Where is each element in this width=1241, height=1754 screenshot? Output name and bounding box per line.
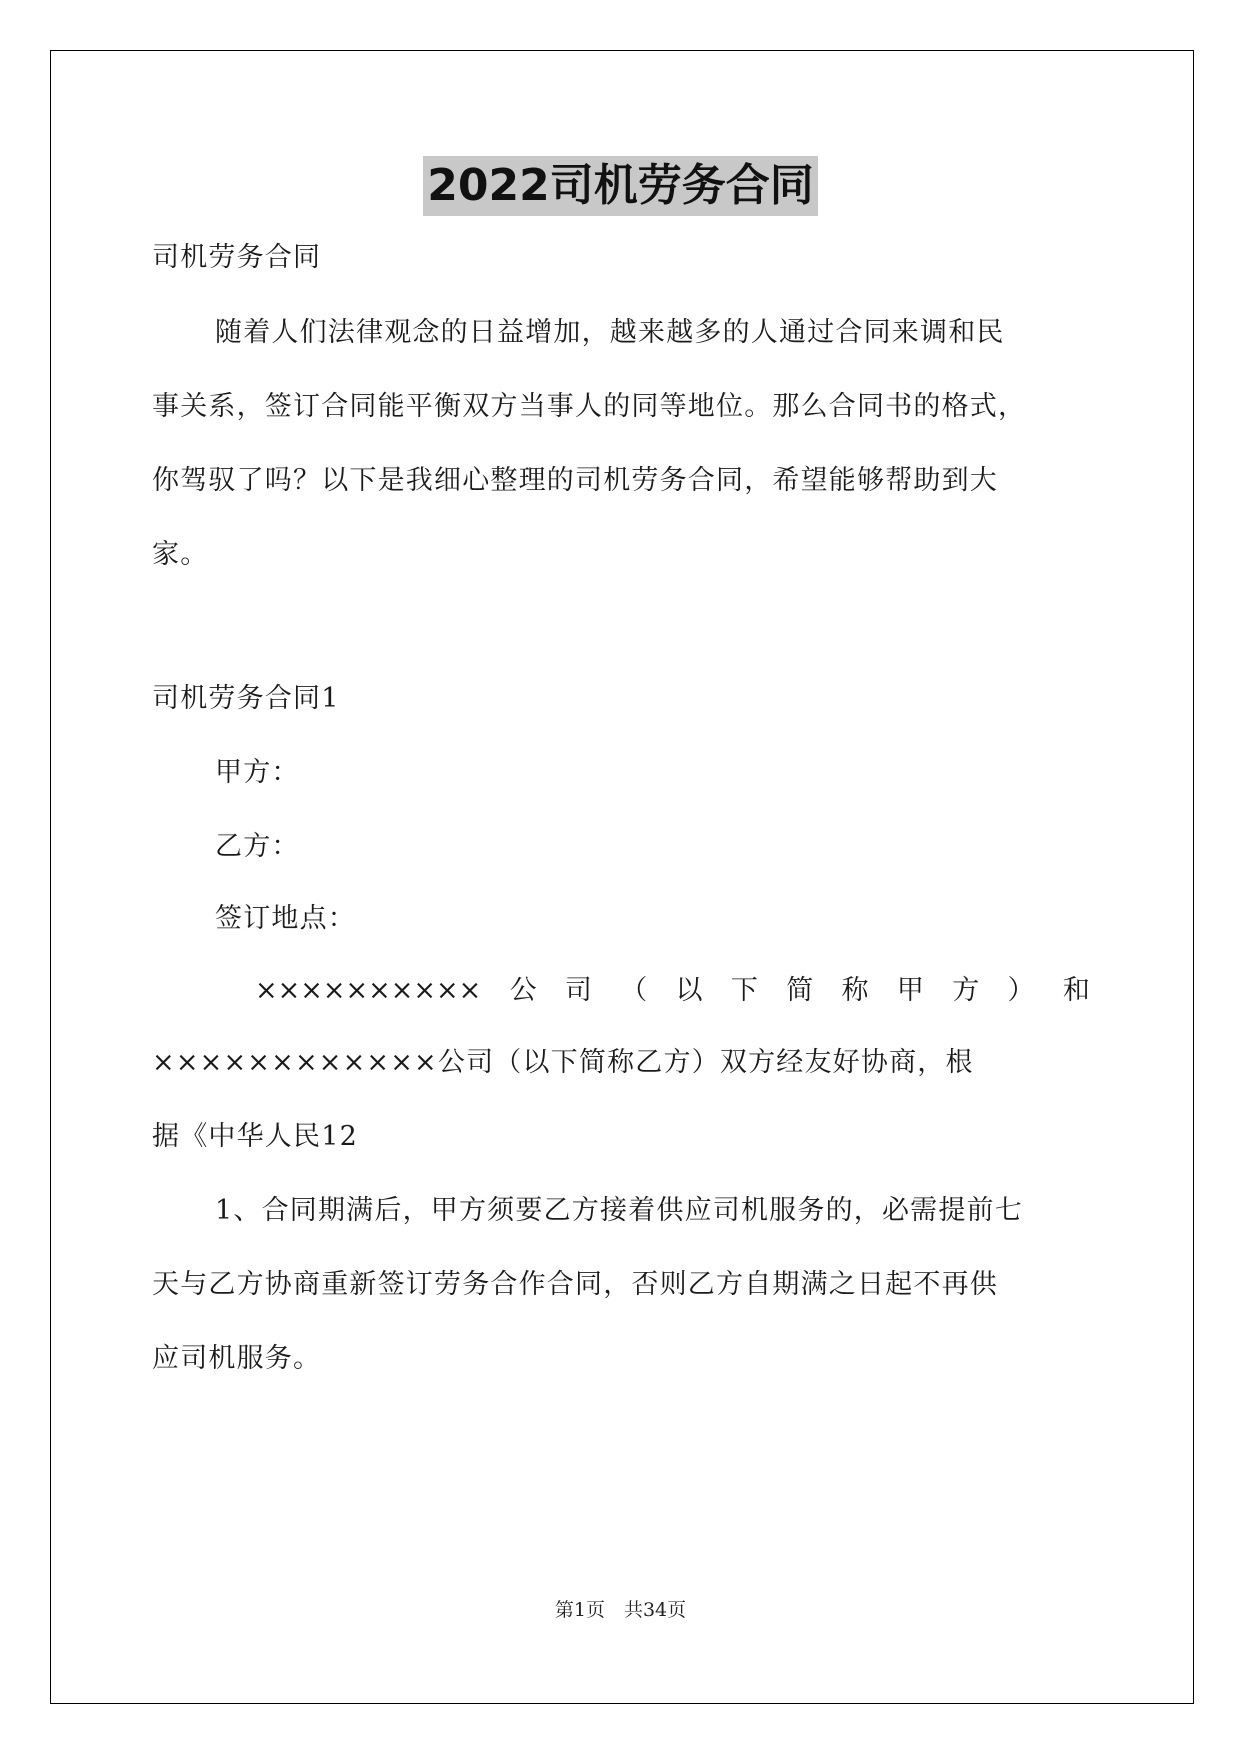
justified-part: 甲 — [896, 975, 924, 1006]
justified-part: 司 — [564, 975, 592, 1006]
party-b-label: 乙方： — [215, 831, 300, 862]
intro-line-3: 你驾驭了吗？以下是我细心整理的司机劳务合同，希望能够帮助到大 — [152, 465, 998, 496]
justified-part: 公 — [509, 975, 537, 1006]
justified-part: （ — [620, 975, 648, 1006]
party-a-label: 甲方： — [215, 757, 300, 788]
title-wrap — [0, 156, 1241, 216]
justified-part: ×××××××××× — [255, 975, 482, 1006]
page-number-footer: 第1页 共34页 — [554, 1599, 687, 1621]
clause-1-line-1: 1、合同期满后，甲方须要乙方接着供应司机服务的，必需提前七 — [215, 1195, 1023, 1226]
justified-line — [255, 974, 1090, 1008]
justified-part: 方 — [952, 975, 980, 1006]
clause-1-line-3: 应司机服务。 — [152, 1343, 322, 1374]
contract-heading: 司机劳务合同1 — [152, 683, 340, 714]
justified-part: 称 — [841, 975, 869, 1006]
document-title: 2022司机劳务合同 — [423, 156, 817, 216]
page-border — [50, 50, 1194, 1704]
body-line-1: ××××××××××××公司（以下简称乙方）双方经友好协商，根 — [152, 1047, 974, 1078]
justified-part: 简 — [786, 975, 814, 1006]
intro-line-2: 事关系，签订合同能平衡双方当事人的同等地位。那么合同书的格式， — [152, 391, 1027, 422]
sign-place-label: 签订地点： — [215, 903, 356, 934]
intro-line-4: 家。 — [152, 539, 209, 570]
section-heading: 司机劳务合同 — [152, 242, 322, 273]
intro-line-1: 随着人们法律观念的日益增加，越来越多的人通过合同来调和民 — [215, 317, 1005, 348]
justified-part: ） — [1007, 975, 1035, 1006]
body-line-2: 据《中华人民12 — [152, 1121, 358, 1152]
justified-part: 以 — [675, 975, 703, 1006]
justified-part: 和 — [1062, 975, 1090, 1006]
clause-1-line-2: 天与乙方协商重新签订劳务合作合同，否则乙方自期满之日起不再供 — [152, 1269, 998, 1300]
justified-part: 下 — [730, 975, 758, 1006]
